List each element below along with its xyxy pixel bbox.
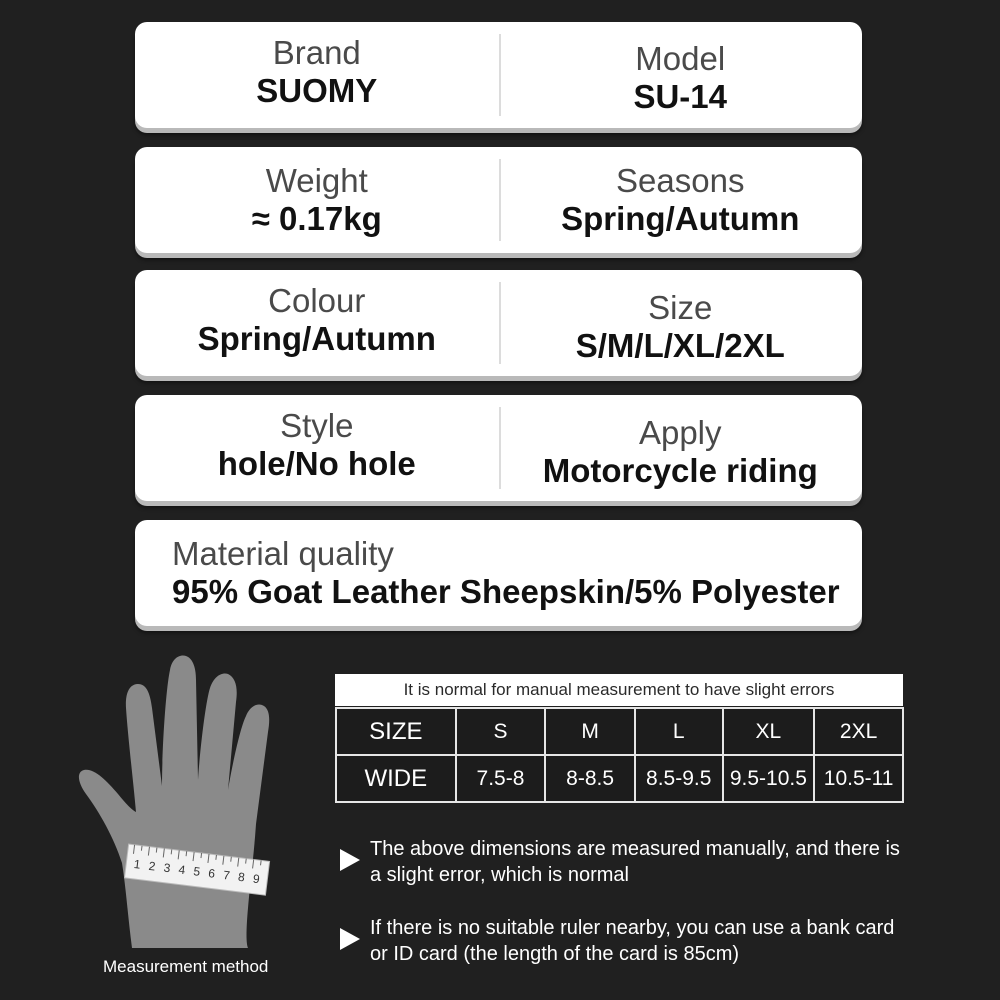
table-cell: 7.5-8 — [456, 755, 546, 802]
spec-label: Size — [648, 289, 713, 326]
measurement-caption: Measurement method — [103, 957, 269, 976]
table-cell: 10.5-11 — [814, 755, 903, 802]
note-item — [340, 836, 910, 892]
ruler-number: 2 — [147, 858, 157, 874]
ruler-number: 3 — [162, 860, 172, 876]
note-text: If there is no suitable ruler nearby, you can use a bank card or ID card (the length of the card is 85cm) — [370, 917, 895, 965]
ruler-tick — [261, 860, 262, 865]
ruler-number: 5 — [192, 864, 201, 879]
table-note: It is normal for manual measurement to have slight errors — [335, 674, 903, 706]
table-header-cell: L — [635, 708, 723, 755]
spec-size — [499, 270, 863, 376]
hand-measurement-illustration — [70, 648, 300, 954]
table-header-cell: XL — [723, 708, 815, 755]
card-divider — [499, 159, 501, 241]
ruler-number: 6 — [207, 866, 216, 881]
table-cell: 8-8.5 — [545, 755, 635, 802]
ruler-number: 7 — [222, 867, 231, 883]
table-header-cell: 2XL — [814, 708, 903, 755]
spec-value: S/M/L/XL/2XL — [575, 327, 785, 364]
spec-label: Model — [635, 40, 726, 77]
spec-value: Spring/Autumn — [561, 200, 800, 237]
spec-label: Seasons — [616, 162, 745, 199]
spec-card-material — [135, 520, 862, 626]
ruler-number: 4 — [177, 862, 187, 878]
table-cell: 9.5-10.5 — [723, 755, 815, 802]
size-table — [335, 707, 904, 803]
material-value: 95% Goat Leather Sheepskin/5% Polyester — [172, 573, 840, 610]
note-item — [340, 915, 910, 971]
table-header-cell: SIZE — [336, 708, 456, 755]
spec-value: SUOMY — [256, 72, 378, 109]
table-header-cell: M — [545, 708, 635, 755]
spec-card-style-apply — [135, 395, 862, 501]
ruler-tick — [231, 857, 232, 862]
table-cell: WIDE — [336, 755, 456, 802]
arrow-right-icon — [340, 928, 360, 950]
ruler-tick — [171, 849, 172, 854]
ruler-tick — [201, 853, 202, 858]
table-header-cell: S — [456, 708, 546, 755]
material-label: Material quality — [172, 535, 394, 572]
spec-card-colour-size — [135, 270, 862, 376]
card-divider — [499, 282, 501, 364]
spec-label: Apply — [638, 414, 722, 451]
ruler-number: 9 — [252, 871, 261, 887]
spec-colour — [135, 270, 499, 376]
ruler-tick — [246, 859, 247, 864]
spec-apply — [499, 395, 863, 501]
hand-silhouette — [79, 656, 269, 948]
ruler-tick — [216, 855, 217, 860]
ruler-number: 8 — [237, 869, 246, 885]
card-divider — [499, 407, 501, 489]
table-row — [336, 708, 903, 755]
spec-value: hole/No hole — [217, 445, 416, 482]
spec-value: Spring/Autumn — [197, 320, 436, 357]
arrow-right-icon — [340, 849, 360, 871]
table-cell: 8.5-9.5 — [635, 755, 723, 802]
ruler-tick — [156, 848, 157, 853]
spec-weight — [135, 147, 499, 253]
spec-label: Weight — [265, 162, 368, 199]
table-row — [336, 755, 903, 802]
spec-label: Colour — [268, 282, 366, 319]
ruler-number: 1 — [133, 856, 142, 872]
spec-seasons — [499, 147, 863, 253]
ruler-tick — [186, 851, 187, 856]
spec-card-weight-seasons — [135, 147, 862, 253]
spec-style — [135, 395, 499, 501]
spec-brand — [135, 22, 499, 128]
spec-value: SU-14 — [633, 78, 728, 115]
ruler-tick — [141, 846, 142, 851]
spec-label: Style — [280, 407, 354, 444]
card-divider — [499, 34, 501, 116]
spec-value: Motorcycle riding — [542, 452, 818, 489]
spec-label: Brand — [272, 34, 361, 71]
spec-value: ≈ 0.17kg — [251, 200, 382, 237]
spec-model — [499, 22, 863, 128]
spec-card-brand-model — [135, 22, 862, 128]
note-text: The above dimensions are measured manually, and there is a slight error, which is normal — [370, 838, 900, 886]
